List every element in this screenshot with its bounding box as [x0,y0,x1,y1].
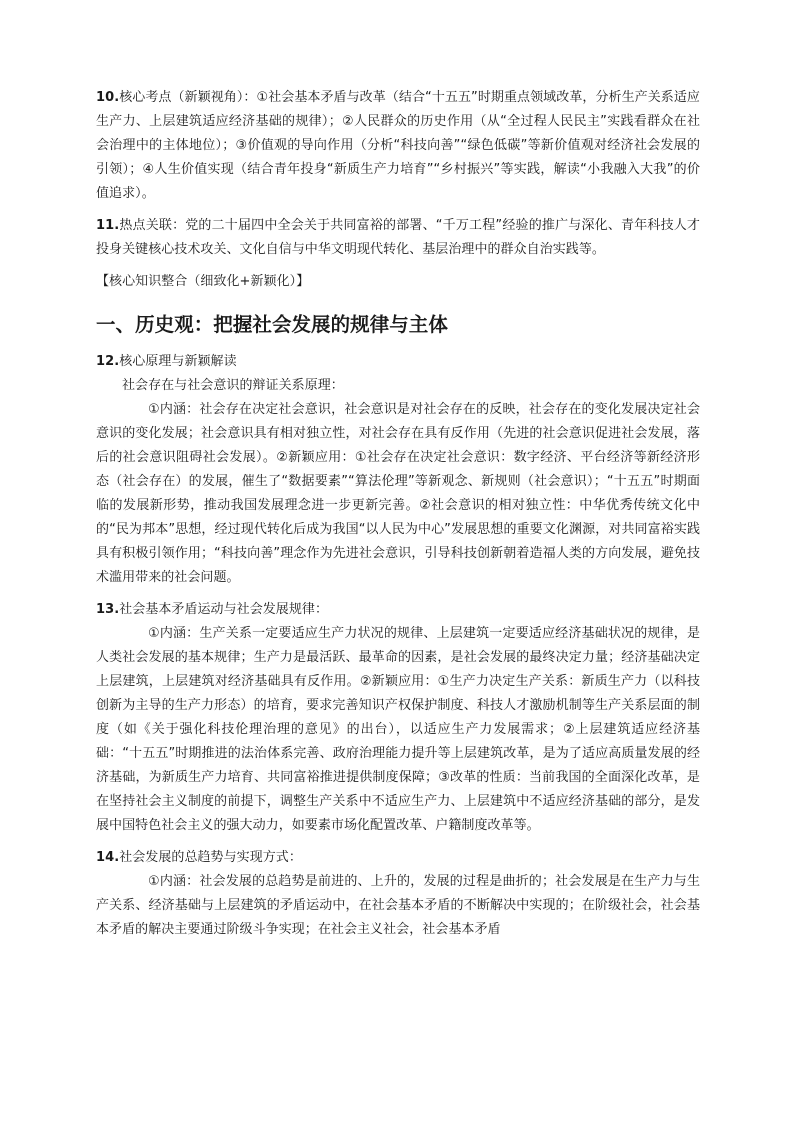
paragraph-text: 核心考点（新颖视角）：①社会基本矛盾与改革（结合“十五五”时期重点领域改革，分析生产关系适应生产力、上层建筑适应经济基础的规律）；②人民群众的历史作用（从“全过程人民民主”实践看群众在社会治理中的主体地位）；③价值观的导向作用（分析“科技向善”“绿色低碳”等新价值观对经济社会发展的引领）；④人生价值实现（结合青年投身“新质生产力培育”“乡村振兴”等实践，解读“小我融入大我”的价值追求）。 [96,90,700,201]
paragraph-11 [96,214,700,262]
paragraph-13-title [96,598,700,622]
paragraph-number: 13. [96,602,120,617]
section-bracket-title: 【核心知识整合（细致化+新颖化）】 [96,274,310,289]
paragraph-14-body: ①内涵：社会发展的总趋势是前进的、上升的，发展的过程是曲折的；社会发展是在生产力与生产关系、经济基础与上层建筑的矛盾运动中，在社会基本矛盾的不断解决中实现的；在阶级社会，社会基本矛盾的解决主要通过阶级斗争实现；在社会主义社会，社会基本矛盾 [96,874,700,937]
paragraph-number: 14. [96,850,120,865]
paragraph-number: 11. [96,218,120,233]
paragraph-14-title [96,846,700,870]
paragraph-title-text: 核心原理与新颖解读 [119,354,237,369]
section-heading: 一、历史观：把握社会发展的规律与主体 [96,313,448,336]
paragraph-title-text: 社会基本矛盾运动与社会发展规律： [119,602,328,617]
paragraph-title-text: 社会发展的总趋势与实现方式： [119,850,302,865]
document-content [96,86,700,950]
paragraph-12-body: ①内涵：社会存在决定社会意识，社会意识是对社会存在的反映，社会存在的变化发展决定社会意识的变化发展；社会意识具有相对独立性，对社会存在具有反作用（先进的社会意识促进社会发展，落后的社会意识阻碍社会发展）。②新颖应用：①社会存在决定社会意识：数字经济、平台经济等新经济形态（社会存在）的发展，催生了“数据要素”“算法伦理”等新观念、新规则（社会意识）；“十五五”时期面临的发展新形势，推动我国发展理念进一步更新完善。②社会意识的相对独立性：中华优秀传统文化中的“民为邦本”思想，经过现代转化后成为我国“以人民为中心”发展思想的重要文化渊源，对共同富裕实践具有积极引领作用；“科技向善”理念作为先进社会意识，引导科技创新朝着造福人类的方向发展，避免技术滥用带来的社会问题。 [96,402,700,585]
paragraph-12-title [96,350,700,374]
paragraph-12-subtitle: 社会存在与社会意识的辩证关系原理： [122,378,344,393]
paragraph-number: 12. [96,354,120,369]
paragraph-text: 热点关联：党的二十届四中全会关于共同富裕的部署、“千万工程”经验的推广与深化、青年科技人才投身关键核心技术攻关、文化自信与中华文明现代转化、基层治理中的群众自治实践等。 [96,218,700,257]
paragraph-number: 10. [96,90,120,105]
paragraph-13-body: ①内涵：生产关系一定要适应生产力状况的规律、上层建筑一定要适应经济基础状况的规律，是人类社会发展的基本规律；生产力是最活跃、最革命的因素，是社会发展的最终决定力量；经济基础决定上层建筑，上层建筑对经济基础具有反作用。②新颖应用：①生产力决定生产关系：新质生产力（以科技创新为主导的生产力形态）的培育，要求完善知识产权保护制度、科技人才激励机制等生产关系层面的制度（如《关于强化科技伦理治理的意见》的出台），以适应生产力发展需求；②上层建筑适应经济基础：“十五五”时期推进的法治体系完善、政府治理能力提升等上层建筑改革，是为了适应高质量发展的经济基础，为新质生产力培育、共同富裕推进提供制度保障；③改革的性质：当前我国的全面深化改革，是在坚持社会主义制度的前提下，调整生产关系中不适应生产力、上层建筑中不适应经济基础的部分，是发展中国特色社会主义的强大动力，如要素市场化配置改革、户籍制度改革等。 [96,626,700,833]
paragraph-10 [96,86,700,206]
